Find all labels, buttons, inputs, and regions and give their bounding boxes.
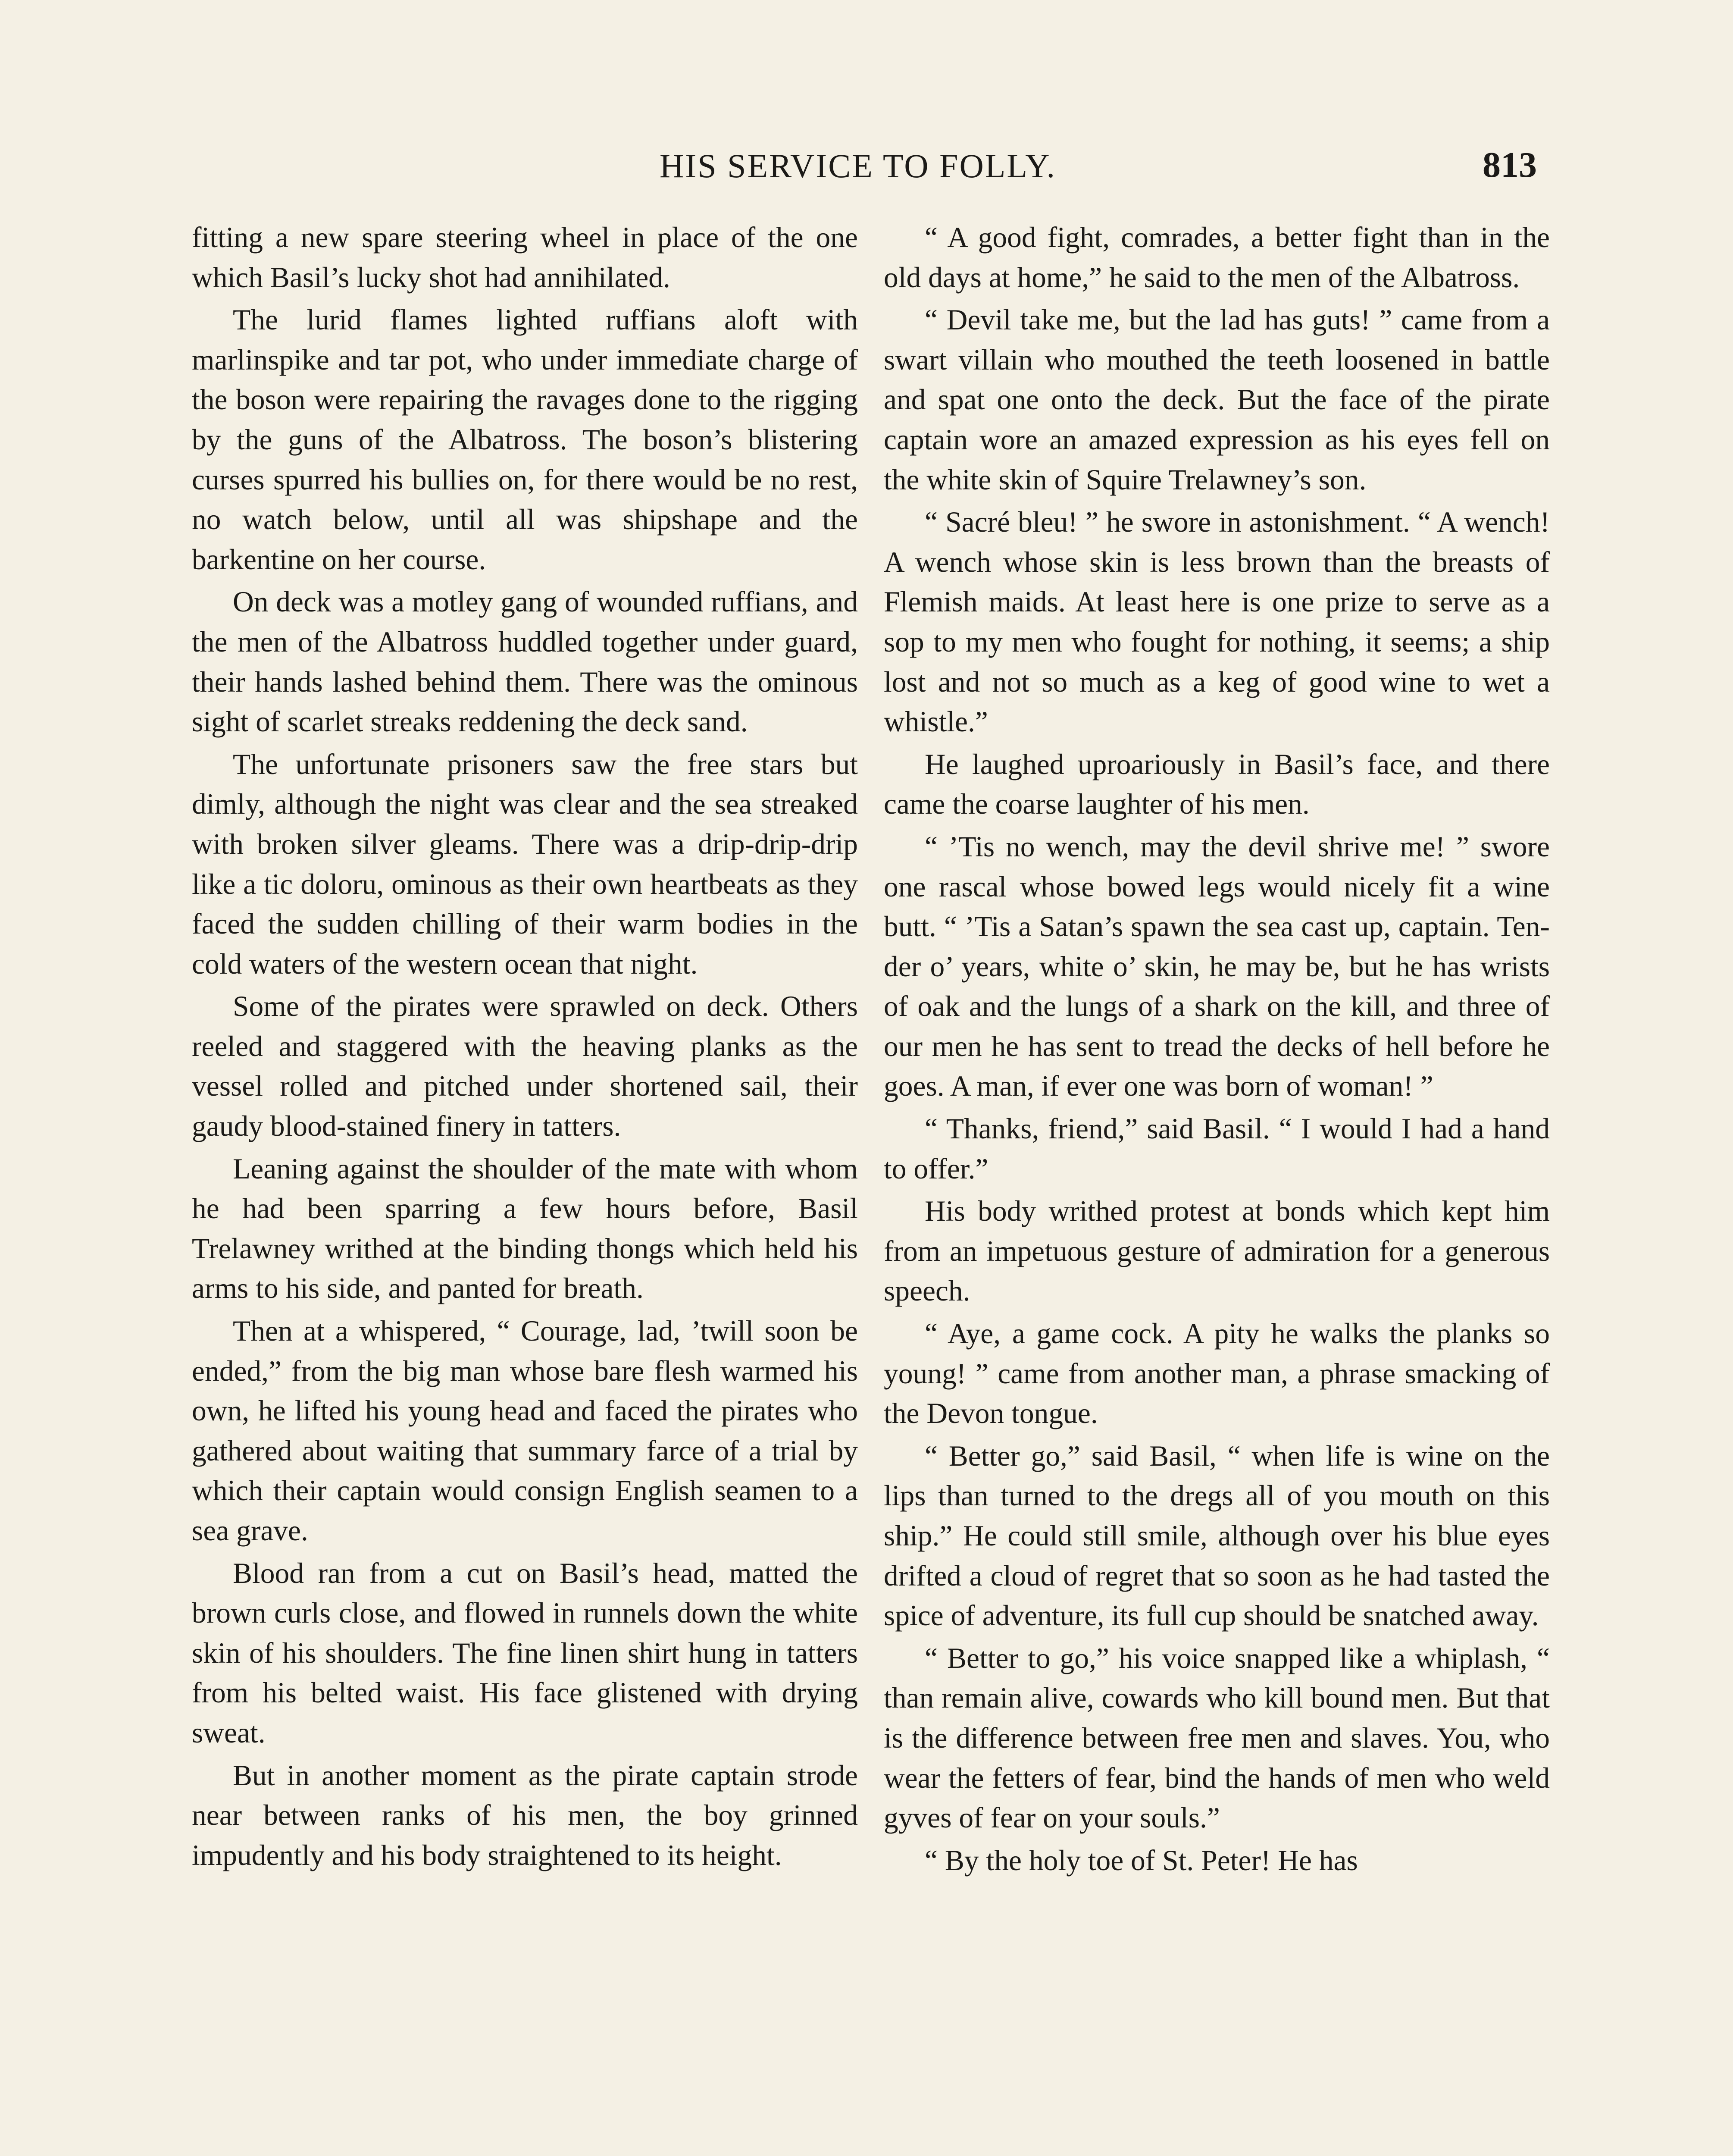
paragraph: Blood ran from a cut on Basil’s head, matted the brown curls close, and flowed in runnels down the white skin of his shoulders. The fine linen shirt hung in tatters from his belted waist. His face glistened with drying sweat. (192, 1557, 858, 1749)
paragraph: Leaning against the shoulder of the mate with whom he had been sparring a few hours before, Basil Trelawney writhed at the binding thongs which held his arms to his side, and panted for breath. (192, 1152, 858, 1305)
left-column (192, 218, 858, 1878)
paragraph: “ Better go,” said Basil, “ when life is wine on the lips than turned to the dregs all of you mouth on this ship.” He could still smile, although over his blue eyes drifted a cloud of regret that so soon as he had tasted the spice of adventure, its full cup should be snatched away. (884, 1439, 1550, 1632)
paragraph: The lurid flames lighted ruffians aloft with marlinspike and tar pot, who under immediate charge of the boson were repairing the ravages done to the rigging by the guns of the Albatross. The boson’s blistering curses spurred his bullies on, for there would be no rest, no watch below, until all was shipshape and the barkentine on her course. (192, 304, 858, 576)
right-column (884, 218, 1550, 1883)
paragraph: “ By the holy toe of St. Peter! He has (925, 1844, 1358, 1877)
paragraph: Then at a whispered, “ Courage, lad, ’twill soon be ended,” from the big man whose bare flesh warmed his own, he lifted his young head and faced the pirates who gathered about waiting that summary farce of a trial by which their captain would consign English seamen to a sea grave. (192, 1315, 858, 1547)
paragraph: On deck was a motley gang of wounded ruffians, and the men of the Albatross huddled together under guard, their hands lashed behind them. There was the ominous sight of scarlet streaks reddening the deck sand. (192, 586, 858, 738)
paragraph: “ ’Tis no wench, may the devil shrive me! ” swore one rascal whose bowed legs would nicely fit a wine butt. “ ’Tis a Satan’s spawn the sea cast up, captain. Tender o’ years, white o’ skin, he may be, but he has wrists of oak and the lungs of a shark on the kill, and three of our men he has sent to tread the decks of hell before he goes. A man, if ever one was born of woman! ” (884, 830, 1550, 1103)
paragraph: “ Better to go,” his voice snapped like a whiplash, “ than remain alive, cowards who kill bound men. But that is the difference between free men and slaves. You, who wear the fetters of fear, bind the hands of men who weld gyves of fear on your souls.” (884, 1642, 1550, 1834)
paragraph: “ Thanks, friend,” said Basil. “ I would I had a hand to offer.” (884, 1112, 1550, 1185)
paragraph: He laughed uproariously in Basil’s face, and there came the coarse laughter of his men. (884, 748, 1550, 821)
paragraph: “ Devil take me, but the lad has guts! ” came from a swart villain who mouthed the teeth loosened in battle and spat one onto the deck. But the face of the pirate captain wore an amazed expression as his eyes fell on the white skin of Squire Trelawney’s son. (884, 304, 1550, 496)
paragraph: His body writhed protest at bonds which kept him from an impetuous gesture of admiration for a generous speech. (884, 1195, 1550, 1307)
paragraph: “ A good fight, comrades, a better fight than in the old days at home,” he said to the men of the Albatross. (884, 221, 1550, 294)
paragraph: “ Sacré bleu! ” he swore in astonishment. “ A wench! A wench whose skin is less brown than the breasts of Flemish maids. At least here is one prize to serve as a sop to my men who fought for nothing, it seems; a ship lost and not so much as a keg of good wine to wet a whistle.” (884, 506, 1550, 738)
paragraph: The unfortunate prisoners saw the free stars but dimly, although the night was clear and the sea streaked with broken silver gleams. There was a drip-drip-drip like a tic doloru, ominous as their own heartbeats as they faced the sudden chilling of their warm bodies in the cold waters of the western ocean that night. (192, 748, 858, 980)
paragraph: But in another moment as the pirate captain strode near between ranks of his men, the boy grinned impudently and his body straightened to its height. (192, 1759, 858, 1871)
paragraph: Some of the pirates were sprawled on deck. Others reeled and staggered with the heaving planks as the vessel rolled and pitched under shortened sail, their gaudy blood-stained finery in tatters. (192, 990, 858, 1143)
page-number: 813 (1483, 145, 1537, 185)
paragraph: “ Aye, a game cock. A pity he walks the planks so young! ” came from another man, a phrase smacking of the Devon tongue. (884, 1317, 1550, 1430)
running-head (179, 142, 1537, 190)
running-title: HIS SERVICE TO FOLLY. (659, 147, 1057, 185)
paragraph: fitting a new spare steering wheel in place of the one which Basil’s lucky shot had annihilated. (192, 221, 858, 294)
